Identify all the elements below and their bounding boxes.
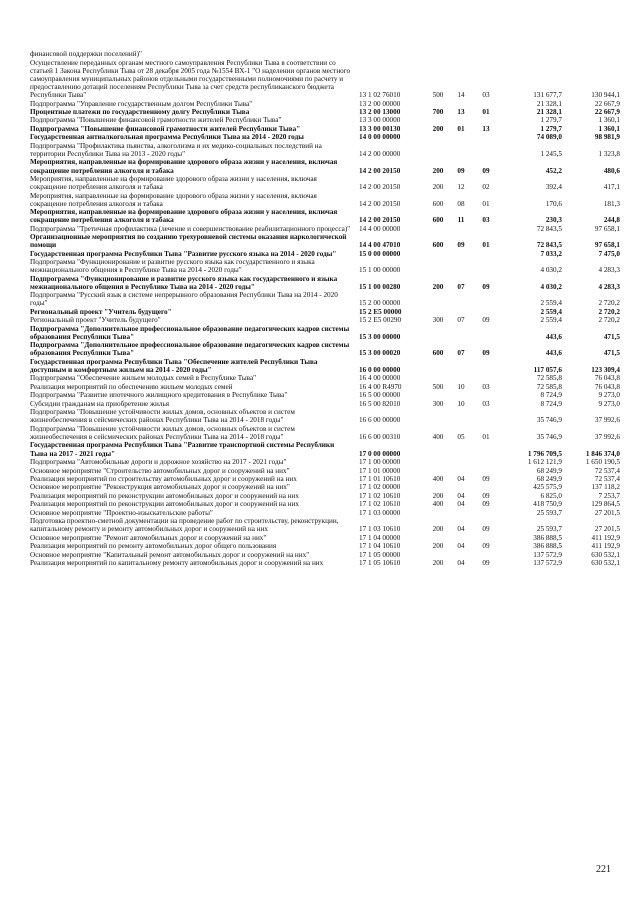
subsection: 02 xyxy=(482,183,490,192)
row-name: Региональный проект "Учитель будущего" xyxy=(30,316,161,325)
amount-year-1: 6 825,0 xyxy=(540,491,562,500)
target-code: 15 2 00 00000 xyxy=(359,299,401,308)
table-row xyxy=(30,275,620,292)
expense-type: 600 xyxy=(432,216,444,225)
amount-year-2: 130 944,1 xyxy=(591,91,620,100)
section: 04 xyxy=(457,525,465,534)
target-code: 13 1 02 76010 xyxy=(359,91,401,100)
target-code: 14 2 00 20150 xyxy=(359,183,401,192)
table-row xyxy=(30,142,620,159)
target-code: 15 2 Е5 00000 xyxy=(359,307,402,316)
amount-year-1: 72 843,5 xyxy=(536,241,562,250)
section: 10 xyxy=(457,399,465,408)
amount-year-2: 471,5 xyxy=(603,332,620,341)
amount-year-1: 170,6 xyxy=(545,199,562,208)
amount-year-1: 418 750,9 xyxy=(533,500,562,509)
target-code: 14 2 00 00000 xyxy=(359,149,401,158)
row-name: Реализация мероприятий по строительству автомобильных дорог и сооружений на них xyxy=(30,474,297,483)
target-code: 17 1 02 00000 xyxy=(359,483,401,492)
amount-year-1: 1 279,7 xyxy=(540,124,562,133)
amount-year-2: 471,5 xyxy=(603,349,620,358)
target-code: 15 2 Е5 00290 xyxy=(359,316,402,325)
section: 10 xyxy=(457,382,465,391)
amount-year-2: 480,6 xyxy=(603,166,620,175)
target-code: 17 1 01 10610 xyxy=(359,474,401,483)
expense-type: 200 xyxy=(432,559,444,568)
row-name: Субсидии гражданам на приобретение жилья xyxy=(30,399,170,408)
target-code: 17 1 02 10610 xyxy=(359,500,401,509)
subsection: 03 xyxy=(482,216,490,225)
row-name: Подпрограмма "Функционирование и развитие русского языка как государственного и языка межнационального общения в Республике Тыва на 2014 - 2020 годы" xyxy=(30,258,315,275)
target-code: 15 3 00 00020 xyxy=(359,349,401,358)
table-row xyxy=(30,133,620,141)
table-row xyxy=(30,50,620,58)
table-row xyxy=(30,374,620,382)
row-name: Подпрограмма "Дополнительное профессиональное образование педагогических кадров системы образования Республики Тыва" xyxy=(30,324,350,341)
amount-year-1: 117 057,6 xyxy=(533,366,562,374)
amount-year-1: 7 033,2 xyxy=(540,249,562,258)
amount-year-1: 68 249,9 xyxy=(536,474,562,483)
table-row xyxy=(30,316,620,324)
table-row xyxy=(30,408,620,425)
subsection: 13 xyxy=(482,124,490,133)
table-row xyxy=(30,542,620,550)
row-name: Подпрограмма "Обеспечение жильем молодых семей в Республике Тыва" xyxy=(30,374,257,383)
expense-type: 200 xyxy=(432,183,444,192)
row-name: Подпрограмма "Развитие ипотечного жилищного кредитования в Республике Тыва" xyxy=(30,391,288,400)
subsection: 09 xyxy=(482,316,490,325)
target-code: 17 1 03 10610 xyxy=(359,525,401,534)
amount-year-2: 76 043,8 xyxy=(594,374,620,383)
amount-year-1: 1 796 709,5 xyxy=(527,449,562,458)
table-row xyxy=(30,458,620,466)
amount-year-2: 72 537,4 xyxy=(594,474,620,483)
row-name: Подпрограмма "Функционирование и развитие русского языка как государственного и языка межнационального общения в Республике Тыва на 2014 - 2020 годы" xyxy=(30,274,338,291)
table-row xyxy=(30,391,620,399)
table-row xyxy=(30,208,620,225)
amount-year-1: 137 572,9 xyxy=(533,559,562,568)
amount-year-2: 7 475,0 xyxy=(598,249,620,258)
row-name: Основное мероприятие "Проектно-изыскательские работы" xyxy=(30,508,213,517)
amount-year-1: 443,6 xyxy=(545,332,562,341)
section: 12 xyxy=(457,183,465,192)
table-row xyxy=(30,425,620,442)
target-code: 14 4 00 47010 xyxy=(359,241,401,250)
section: 08 xyxy=(457,199,465,208)
table-row xyxy=(30,383,620,391)
amount-year-2: 4 283,3 xyxy=(598,266,620,275)
subsection: 09 xyxy=(482,166,490,175)
target-code: 15 1 00 00280 xyxy=(359,282,401,291)
target-code: 17 0 00 00000 xyxy=(359,449,401,458)
table-row xyxy=(30,441,620,458)
amount-year-1: 137 572,9 xyxy=(533,550,562,559)
section: 04 xyxy=(457,542,465,551)
row-name: Региональный проект "Учитель будущего" xyxy=(30,307,172,316)
section: 04 xyxy=(457,500,465,509)
subsection: 09 xyxy=(482,542,490,551)
amount-year-2: 97 658,1 xyxy=(594,224,620,233)
subsection: 03 xyxy=(482,399,490,408)
section: 07 xyxy=(457,316,465,325)
row-name: Подпрограмма "Дополнительное профессиональное образование педагогических кадров системы образования Республики Тыва" xyxy=(30,341,350,358)
row-name: Основное мероприятие "Ремонт автомобильных дорог и сооружений на них" xyxy=(30,533,267,542)
expense-type: 300 xyxy=(432,316,444,325)
target-code: 16 4 00 00000 xyxy=(359,374,401,383)
subsection: 09 xyxy=(482,525,490,534)
amount-year-1: 35 746,9 xyxy=(536,416,562,425)
expense-type: 600 xyxy=(432,349,444,358)
table-row xyxy=(30,108,620,116)
amount-year-1: 230,3 xyxy=(545,216,562,225)
expense-type: 300 xyxy=(432,399,444,408)
subsection: 09 xyxy=(482,282,490,291)
table-row xyxy=(30,291,620,308)
amount-year-2: 98 981,9 xyxy=(594,133,620,142)
table-row xyxy=(30,258,620,275)
target-code: 13 3 00 00000 xyxy=(359,116,401,125)
target-code: 15 0 00 00000 xyxy=(359,249,401,258)
expense-type: 200 xyxy=(432,166,444,175)
table-row xyxy=(30,308,620,316)
amount-year-1: 25 593,7 xyxy=(536,508,562,517)
table-row xyxy=(30,534,620,542)
amount-year-1: 131 677,7 xyxy=(533,91,562,100)
row-name: Государственная программа Республики Тыва "Развитие русского языка на 2014 - 2020 годы" xyxy=(30,249,337,258)
target-code: 16 4 00 R4970 xyxy=(359,382,402,391)
section: 11 xyxy=(457,216,465,225)
amount-year-1: 8 724,9 xyxy=(540,399,562,408)
row-name: Мероприятия, направленные на формирование здорового образа жизни у населения, включая сокращение потребления алкоголя и табака xyxy=(30,191,317,208)
target-code: 14 2 00 20150 xyxy=(359,166,401,175)
row-name: Основное мероприятие "Капитальный ремонт автомобильных дорог и сооружений на них" xyxy=(30,550,310,559)
expense-type: 200 xyxy=(432,525,444,534)
target-code: 17 1 03 00000 xyxy=(359,508,401,517)
row-name: Подпрограмма "Управление государственным долгом Республики Тыва" xyxy=(30,99,253,108)
expense-type: 500 xyxy=(432,91,444,100)
row-name: Реализация мероприятий по капитальному ремонту автомобильных дорог и сооружений на них xyxy=(30,559,324,568)
expense-type: 600 xyxy=(432,199,444,208)
expense-type: 200 xyxy=(432,491,444,500)
amount-year-2: 37 992,6 xyxy=(594,416,620,425)
row-name: Реализация мероприятий по ремонту автомобильных дорог общего пользования xyxy=(30,542,277,551)
row-name: Подготовка проектно-сметной документации на проведение работ по строительству, реконструкции, капитальному ремонту и ремонту автомобильных дорог и сооружений на них xyxy=(30,517,339,534)
section: 04 xyxy=(457,559,465,568)
amount-year-2: 2 720,2 xyxy=(598,316,620,325)
amount-year-2: 7 253,7 xyxy=(598,491,620,500)
table-row xyxy=(30,559,620,567)
amount-year-1: 2 559,4 xyxy=(540,299,562,308)
subsection: 09 xyxy=(482,474,490,483)
amount-year-2: 1 650 190,5 xyxy=(585,458,620,467)
section: 13 xyxy=(457,107,465,116)
amount-year-1: 74 089,0 xyxy=(536,133,562,142)
expense-type: 200 xyxy=(432,282,444,291)
expense-type: 200 xyxy=(432,124,444,133)
subsection: 09 xyxy=(482,349,490,358)
target-code: 17 1 01 00000 xyxy=(359,466,401,475)
subsection: 01 xyxy=(482,107,490,116)
table-row xyxy=(30,517,620,534)
table-row xyxy=(30,500,620,508)
row-name: Мероприятия, направленные на формирование здорового образа жизни у населения, включая сокращение потребления алкоголя и табака xyxy=(30,208,338,225)
section: 14 xyxy=(457,91,465,100)
row-name: Реализация мероприятий по обеспечению жильем молодых семей xyxy=(30,382,233,391)
subsection: 09 xyxy=(482,500,490,509)
amount-year-2: 123 309,4 xyxy=(591,366,620,374)
target-code: 16 5 00 00000 xyxy=(359,391,401,400)
row-name: финансовой поддержки поселений)" xyxy=(30,50,142,59)
target-code: 17 1 04 10610 xyxy=(359,542,401,551)
subsection: 09 xyxy=(482,559,490,568)
expense-type: 400 xyxy=(432,474,444,483)
expense-type: 400 xyxy=(432,500,444,509)
amount-year-2: 137 118,2 xyxy=(591,483,620,492)
amount-year-2: 27 201,5 xyxy=(594,508,620,517)
row-name: Процентные платежи по государственному долгу Республики Тыва xyxy=(30,107,250,116)
amount-year-1: 425 575,9 xyxy=(533,483,562,492)
amount-year-1: 72 585,8 xyxy=(536,374,562,383)
table-row xyxy=(30,58,620,99)
table-row xyxy=(30,99,620,107)
row-name: Подпрограмма "Повышение устойчивости жилых домов, основных объектов и систем жизнеобеспечения в сейсмических районах Республики Тыва на 2014 - 2018 годы" xyxy=(30,424,295,441)
amount-year-1: 8 724,9 xyxy=(540,391,562,400)
subsection: 01 xyxy=(482,433,490,441)
amount-year-1: 1 612 121,9 xyxy=(527,458,562,467)
amount-year-2: 417,1 xyxy=(603,183,620,192)
amount-year-2: 244,8 xyxy=(603,216,620,225)
target-code: 16 5 00 82010 xyxy=(359,399,401,408)
row-name: Подпрограмма "Повышение финансовой грамотности жителей Республики Тыва" xyxy=(30,124,301,133)
amount-year-2: 9 273,0 xyxy=(598,391,620,400)
amount-year-1: 21 328,1 xyxy=(536,99,562,108)
amount-year-1: 1 279,7 xyxy=(540,116,562,125)
expense-type: 500 xyxy=(432,382,444,391)
row-name: Государственная антиалкогольная программа Республики Тыва на 2014 - 2020 годы xyxy=(30,133,304,142)
row-name: Мероприятия, направленные на формирование здорового образа жизни у населения, включая сокращение потребления алкоголя и табака xyxy=(30,174,317,192)
target-code: 13 3 00 00130 xyxy=(359,124,401,133)
amount-year-2: 37 992,6 xyxy=(594,433,620,441)
amount-year-2: 4 283,3 xyxy=(598,282,620,291)
row-name: Мероприятия, направленные на формирование здорового образа жизни у населения, включая сокращение потребления алкоголя и табака xyxy=(30,158,338,175)
table-row xyxy=(30,483,620,491)
table-row xyxy=(30,400,620,408)
target-code: 17 1 05 00000 xyxy=(359,550,401,559)
amount-year-2: 1 360,1 xyxy=(598,116,620,125)
section: 04 xyxy=(457,491,465,500)
amount-year-2: 1 323,8 xyxy=(598,149,620,158)
row-name: Подпрограмма "Повышение финансовой грамотности жителей Республики Тыва" xyxy=(30,116,282,125)
amount-year-2: 22 667,9 xyxy=(594,99,620,108)
expense-type: 600 xyxy=(432,241,444,250)
amount-year-2: 630 532,1 xyxy=(591,559,620,568)
budget-table xyxy=(30,50,620,568)
amount-year-1: 4 030,2 xyxy=(540,266,562,275)
target-code: 15 1 00 00000 xyxy=(359,266,401,275)
target-code: 16 6 00 00000 xyxy=(359,416,401,425)
amount-year-1: 452,2 xyxy=(545,166,562,175)
target-code: 13 2 00 13000 xyxy=(359,107,401,116)
section: 09 xyxy=(457,166,465,175)
amount-year-2: 630 532,1 xyxy=(591,550,620,559)
amount-year-1: 392,4 xyxy=(545,183,562,192)
row-name: Организационные мероприятия по созданию трехуровневой системы оказания наркологической помощи xyxy=(30,233,347,250)
target-code: 16 0 00 00000 xyxy=(359,366,401,374)
amount-year-2: 411 192,9 xyxy=(591,533,620,542)
row-name: Государственная программа Республики Тыва "Развитие транспортной системы Республики Тыва на 2017 - 2021 годы" xyxy=(30,441,335,458)
amount-year-2: 72 537,4 xyxy=(594,466,620,475)
amount-year-1: 25 593,7 xyxy=(536,525,562,534)
target-code: 16 6 00 00310 xyxy=(359,433,401,441)
subsection: 03 xyxy=(482,91,490,100)
table-row xyxy=(30,475,620,483)
table-row xyxy=(30,224,620,232)
table-row xyxy=(30,191,620,208)
row-name: Подпрограмма "Профилактика пьянства, алкоголизма и их медико-социальных последствий на территории Республики Тыва на 2013 - 2020 годы" xyxy=(30,141,322,158)
row-name: Реализация мероприятий по реконструкции автомобильных дорог и сооружений на них xyxy=(30,491,299,500)
amount-year-1: 2 559,4 xyxy=(540,307,562,316)
amount-year-2: 9 273,0 xyxy=(598,399,620,408)
table-row xyxy=(30,233,620,250)
table-row xyxy=(30,158,620,175)
amount-year-1: 1 245,5 xyxy=(540,149,562,158)
table-row xyxy=(30,116,620,124)
amount-year-1: 21 328,1 xyxy=(536,107,562,116)
expense-type: 700 xyxy=(432,107,444,116)
table-row xyxy=(30,358,620,375)
section: 04 xyxy=(457,474,465,483)
target-code: 17 1 02 10610 xyxy=(359,491,401,500)
table-row xyxy=(30,175,620,192)
amount-year-2: 129 864,5 xyxy=(591,500,620,509)
target-code: 14 0 00 00000 xyxy=(359,133,401,142)
amount-year-1: 35 746,9 xyxy=(536,433,562,441)
target-code: 14 4 00 00000 xyxy=(359,224,401,233)
amount-year-1: 72 843,5 xyxy=(536,224,562,233)
table-row xyxy=(30,466,620,474)
row-name: Осуществление переданных органам местного самоуправления Республики Тыва в соответствии со статьей 1 Закона Республики Тыва от 28 декабря 2005 года №1554 ВХ-1 "О наделении органов местного самоуправления муниципальных районов отдельными государственными полномочиями по расчету и предоставлению дотаций поселениям Республики Тыва за счет средств республиканского бюджета Республики Тыва" xyxy=(30,58,351,100)
amount-year-1: 443,6 xyxy=(545,349,562,358)
amount-year-2: 76 043,8 xyxy=(594,382,620,391)
amount-year-1: 72 585,8 xyxy=(536,382,562,391)
row-name: Подпрограмма "Повышение устойчивости жилых домов, основных объектов и систем жизнеобеспечения в сейсмических районах Республики Тыва на 2014 - 2018 годы" xyxy=(30,408,295,425)
target-code: 17 1 00 00000 xyxy=(359,458,401,467)
subsection: 01 xyxy=(482,241,490,250)
row-name: Основное мероприятие "Строительство автомобильных дорог и сооружений на них" xyxy=(30,466,290,475)
amount-year-2: 22 667,9 xyxy=(594,107,620,116)
amount-year-1: 4 030,2 xyxy=(540,282,562,291)
subsection: 01 xyxy=(482,199,490,208)
row-name: Основное мероприятие "Реконструкция автомобильных дорог и сооружений на них" xyxy=(30,483,290,492)
amount-year-2: 27 201,5 xyxy=(594,525,620,534)
target-code: 15 3 00 00000 xyxy=(359,332,401,341)
target-code: 14 2 00 20150 xyxy=(359,199,401,208)
page-number: 221 xyxy=(596,864,611,875)
amount-year-2: 411 192,9 xyxy=(591,542,620,551)
row-name: Подпрограмма "Автомобильные дороги и дорожное хозяйство на 2017 - 2021 годы" xyxy=(30,458,287,467)
table-row xyxy=(30,551,620,559)
expense-type: 200 xyxy=(432,542,444,551)
table-row xyxy=(30,250,620,258)
amount-year-2: 2 720,2 xyxy=(598,307,620,316)
amount-year-1: 386 888,5 xyxy=(533,542,562,551)
section: 07 xyxy=(457,282,465,291)
expense-type: 400 xyxy=(432,433,444,441)
row-name: Реализация мероприятий по реконструкции автомобильных дорог и сооружений на них xyxy=(30,500,299,509)
target-code: 13 2 00 00000 xyxy=(359,99,401,108)
amount-year-1: 386 888,5 xyxy=(533,533,562,542)
amount-year-1: 68 249,9 xyxy=(536,466,562,475)
section: 05 xyxy=(457,433,465,441)
table-row xyxy=(30,325,620,342)
target-code: 17 1 04 00000 xyxy=(359,533,401,542)
subsection: 09 xyxy=(482,491,490,500)
section: 09 xyxy=(457,241,465,250)
table-row xyxy=(30,509,620,517)
amount-year-2: 1 846 374,0 xyxy=(585,449,620,458)
amount-year-2: 2 720,2 xyxy=(598,299,620,308)
table-row xyxy=(30,341,620,358)
amount-year-2: 1 360,1 xyxy=(598,124,620,133)
target-code: 14 2 00 20150 xyxy=(359,216,401,225)
amount-year-2: 181,3 xyxy=(603,199,620,208)
row-name: Подпрограмма "Русский язык в системе непрерывного образования Республики Тыва на 2014 - 2020 годы" xyxy=(30,291,338,308)
subsection: 03 xyxy=(482,382,490,391)
section: 07 xyxy=(457,349,465,358)
amount-year-1: 2 559,4 xyxy=(540,316,562,325)
table-row xyxy=(30,492,620,500)
row-name: Государственная программа Республики Тыва "Обеспечение жителей Республики Тыва доступным и комфортным жильем на 2014 - 2020 годы" xyxy=(30,357,318,374)
target-code: 17 1 05 10610 xyxy=(359,559,401,568)
section: 01 xyxy=(457,124,465,133)
table-row xyxy=(30,125,620,133)
row-name: Подпрограмма "Третичная профилактика (лечение и совершенствование реабилитационного процесса)" xyxy=(30,224,351,233)
amount-year-2: 97 658,1 xyxy=(594,241,620,250)
